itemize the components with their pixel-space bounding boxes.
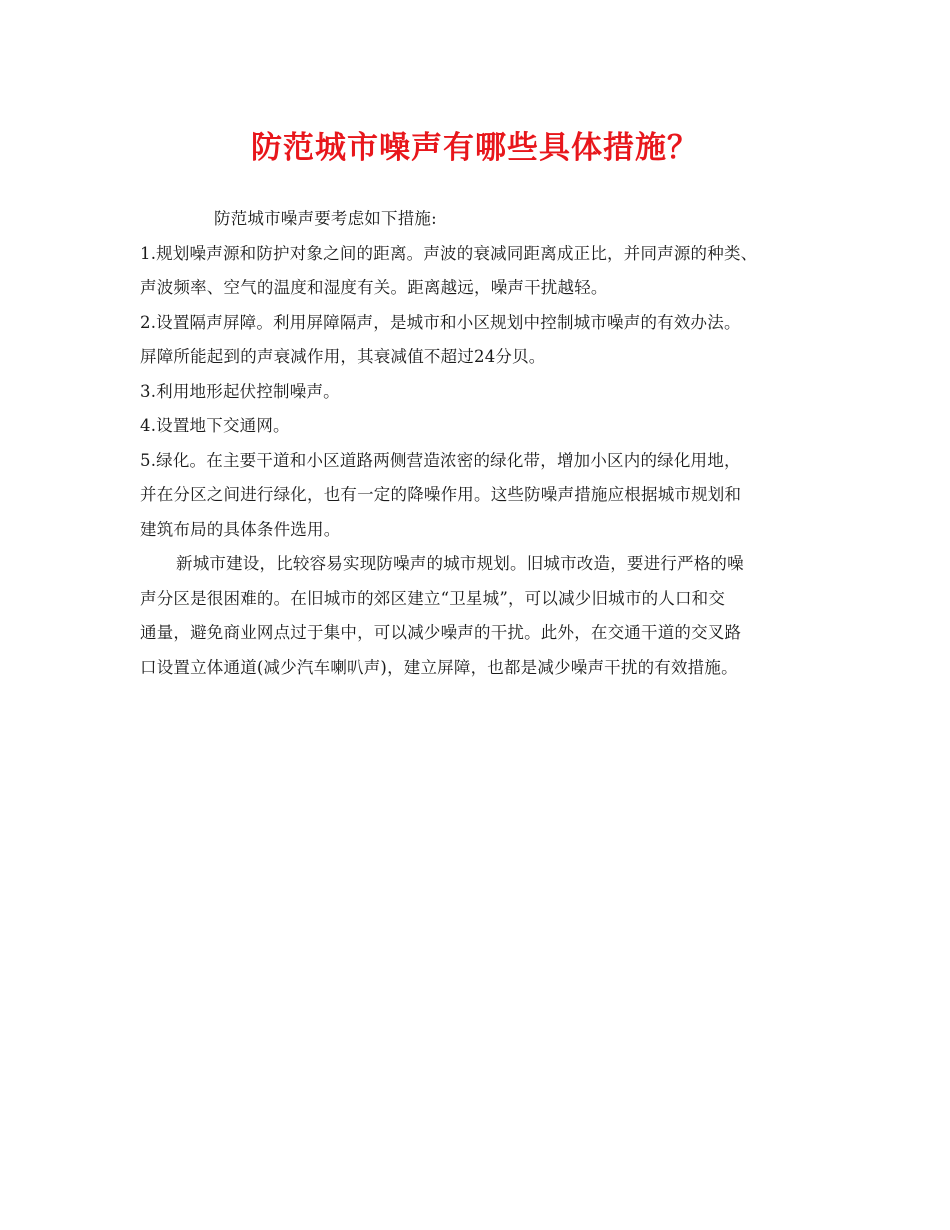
closing-paragraph-line-2: 声分区是很困难的。在旧城市的郊区建立“卫星城”，可以减少旧城市的人口和交 (140, 588, 726, 608)
measure-2-line-2: 屏障所能起到的声衰减作用，其衰减值不超过24分贝。 (140, 347, 546, 366)
measure-1-line-2: 声波频率、空气的温度和湿度有关。距离越远，噪声干扰越轻。 (140, 278, 608, 297)
measure-5-line-1: 5.绿化。在主要干道和小区道路两侧营造浓密的绿化带，增加小区内的绿化用地， (140, 450, 741, 470)
measure-5-line-3: 建筑布局的具体条件选用。 (140, 519, 341, 539)
measure-3-line: 3.利用地形起伏控制噪声。 (140, 381, 340, 401)
measure-4-line: 4.设置地下交通网。 (140, 416, 290, 435)
measure-2-line-1: 2.设置隔声屏障。利用屏障隔声，是城市和小区规划中控制城市噪声的有效办法。 (140, 312, 741, 332)
intro-line: 防范城市噪声要考虑如下措施: (214, 209, 437, 228)
closing-paragraph-line-4: 口设置立体通道(减少汽车喇叭声)，建立屏障，也都是减少噪声干扰的有效措施。 (140, 657, 738, 677)
closing-paragraph-line-1: 新城市建设，比较容易实现防噪声的城市规划。旧城市改造，要进行严格的噪 (176, 554, 744, 573)
measure-1-line-1: 1.规划噪声源和防护对象之间的距离。声波的衰减同距离成正比，并同声源的种类、 (140, 243, 758, 263)
closing-paragraph-line-3: 通量，避免商业网点过于集中，可以减少噪声的干扰。此外，在交通干道的交叉路 (140, 623, 742, 642)
document-body (140, 202, 830, 685)
measure-5-line-2: 并在分区之间进行绿化，也有一定的降噪作用。这些防噪声措施应根据城市规划和 (140, 485, 742, 504)
document-title: 防范城市噪声有哪些具体措施？ (251, 130, 699, 166)
